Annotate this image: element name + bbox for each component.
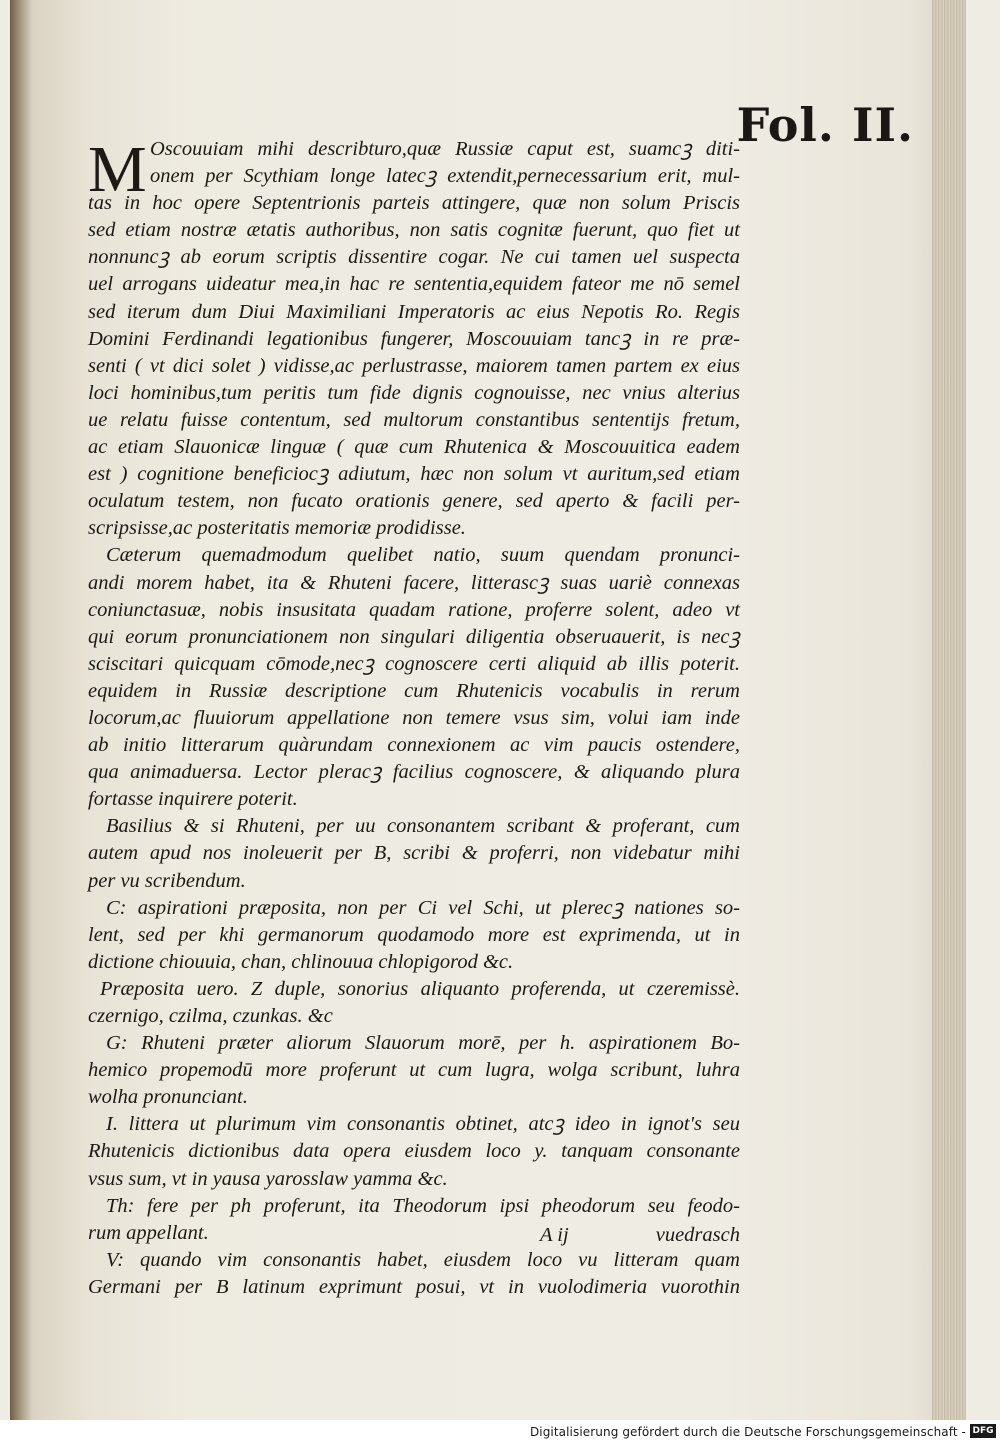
text-line: qui eorum pronunciationem non singulari diligentia obseruauerit, is necꝫ — [88, 625, 740, 648]
text-line: V: quando vim consonantis habet, eiusdem loco vu litteram quam — [106, 1248, 740, 1271]
text-line: G: Rhuteni præter aliorum Slauorum morē, per h. aspirationem Bo- — [106, 1032, 740, 1055]
text-line: autem apud nos inoleuerit per B, scribi & proferri, non videbatur mihi — [88, 842, 740, 865]
catchword: vuedrasch — [655, 1224, 740, 1246]
drop-capital: M — [88, 133, 147, 206]
text-line: Oscouuiam mihi describturo,quæ Russiæ caput est, suamcꝫ diti- — [150, 138, 740, 160]
text-line: Basilius & si Rhuteni, per uu consonantem scribant & proferant, cum — [106, 815, 740, 838]
text-line: tas in hoc opere Septentrionis parteis attingere, quæ non solum Priscis — [88, 192, 740, 215]
text-line: Domini Ferdinandi legationibus fungerer, Moscouuiam tancꝫ in re præ- — [88, 327, 740, 350]
text-line: nonnuncꝫ ab eorum scriptis dissentire cogar. Ne cui tamen uel suspecta — [88, 246, 740, 269]
text-line: locorum,ac fluuiorum appellatione non temere vsus sim, volui iam inde — [88, 706, 740, 729]
text-line: sciscitari quicquam cōmode,necꝫ cognoscere certi aliquid ab illis poterit. — [88, 652, 740, 675]
text-line: rum appellant. — [88, 1221, 209, 1244]
text-line: sed etiam nostræ ætatis authoribus, non satis cognitæ fuerunt, quo fiet ut — [88, 219, 740, 242]
text-line: oculatum testem, non fucato orationis genere, sed aperto & facili per- — [88, 490, 740, 513]
text-line: vsus sum, vt in yausa yarosslaw yamma &c. — [88, 1167, 448, 1190]
signature-mark: A ij — [540, 1224, 569, 1246]
text-line: Th: fere per ph proferunt, ita Theodorum ipsi pheodorum seu feodo- — [106, 1194, 740, 1217]
text-line: coniunctasuæ, nobis insusitata quadam ratione, proferre solent, adeo vt — [88, 598, 740, 621]
text-line: Cæterum quemadmodum quelibet natio, suum quendam pronunci- — [106, 544, 740, 567]
text-line: dictione chiouuia, chan, chlinouua chlopigorod &c. — [88, 950, 514, 973]
text-line: equidem in Russiæ descriptione cum Rhutenicis vocabulis in rerum — [88, 679, 740, 702]
funding-text: Digitalisierung gefördert durch die Deutsche Forschungsgemeinschaft - — [529, 1425, 966, 1439]
text-line: loci hominibus,tum peritis tum fide dignis cognouisse, nec vnius alterius — [88, 381, 740, 404]
text-line: scripsisse,ac posteritatis memoriæ prodidisse. — [88, 517, 466, 540]
text-line: Præposita uero. Z duple, sonorius aliquanto proferenda, ut czeremissè. — [100, 977, 740, 1000]
text-line: Rhutenicis dictionibus data opera eiusdem loco y. tanquam consonante — [88, 1140, 740, 1163]
text-line: C: aspirationi præposita, non per Ci vel Schi, ut plerecꝫ nationes so- — [106, 896, 740, 919]
dfg-logo: DFG — [970, 1424, 996, 1438]
text-line: wolha pronunciant. — [88, 1086, 248, 1109]
funding-footer — [0, 1420, 1000, 1444]
text-line: Germani per B latinum exprimunt posui, vt in vuolodimeria vuorothin — [88, 1275, 740, 1298]
text-line: qua animaduersa. Lector pleracꝫ facilius cognoscere, & aliquando plura — [88, 761, 740, 784]
text-line: hemico propemodū more proferunt ut cum lugra, wolga scribunt, luhra — [88, 1059, 740, 1082]
text-line: lent, sed per khi germanorum quodamodo more est exprimenda, ut in — [88, 923, 740, 946]
body-text — [88, 133, 740, 1301]
text-line: ue relatu fuisse contentum, sed multorum constantibus sententijs fretum, — [88, 408, 740, 431]
text-line: senti ( vt dici solet ) vidisse,ac perlustrasse, maiorem tamen partem ex eius — [88, 354, 740, 377]
text-line: est ) cognitione beneficiocꝫ adiutum, hæc non solum vt auritum,sed etiam — [88, 463, 740, 486]
text-line: ac etiam Slauonicæ linguæ ( quæ cum Rhutenica & Moscouuitica eadem — [88, 436, 740, 459]
folio-number: Fol. II. — [736, 98, 914, 152]
text-line: czernigo, czilma, czunkas. &c — [88, 1005, 333, 1027]
text-line: sed iterum dum Diui Maximiliani Imperatoris ac eius Nepotis Ro. Regis — [88, 300, 740, 323]
text-line: per vu scribendum. — [88, 869, 246, 892]
page-edges — [932, 0, 966, 1420]
text-line: ab initio litterarum quàrundam connexionem ac vim paucis ostendere, — [88, 734, 740, 757]
text-line: uel arrogans uideatur mea,in hac re sententia,equidem fateor me nō semel — [88, 273, 740, 296]
spine-shadow — [10, 0, 32, 1420]
text-line: fortasse inquirere poterit. — [88, 788, 298, 811]
text-line: I. littera ut plurimum vim consonantis obtinet, atcꝫ ideo in ignot's seu — [106, 1113, 740, 1136]
text-line: andi morem habet, ita & Rhuteni facere, litterascꝫ suas uariè connexas — [88, 571, 740, 594]
text-line: onem per Scythiam longe latecꝫ extendit,pernecessarium erit, mul- — [150, 165, 740, 188]
